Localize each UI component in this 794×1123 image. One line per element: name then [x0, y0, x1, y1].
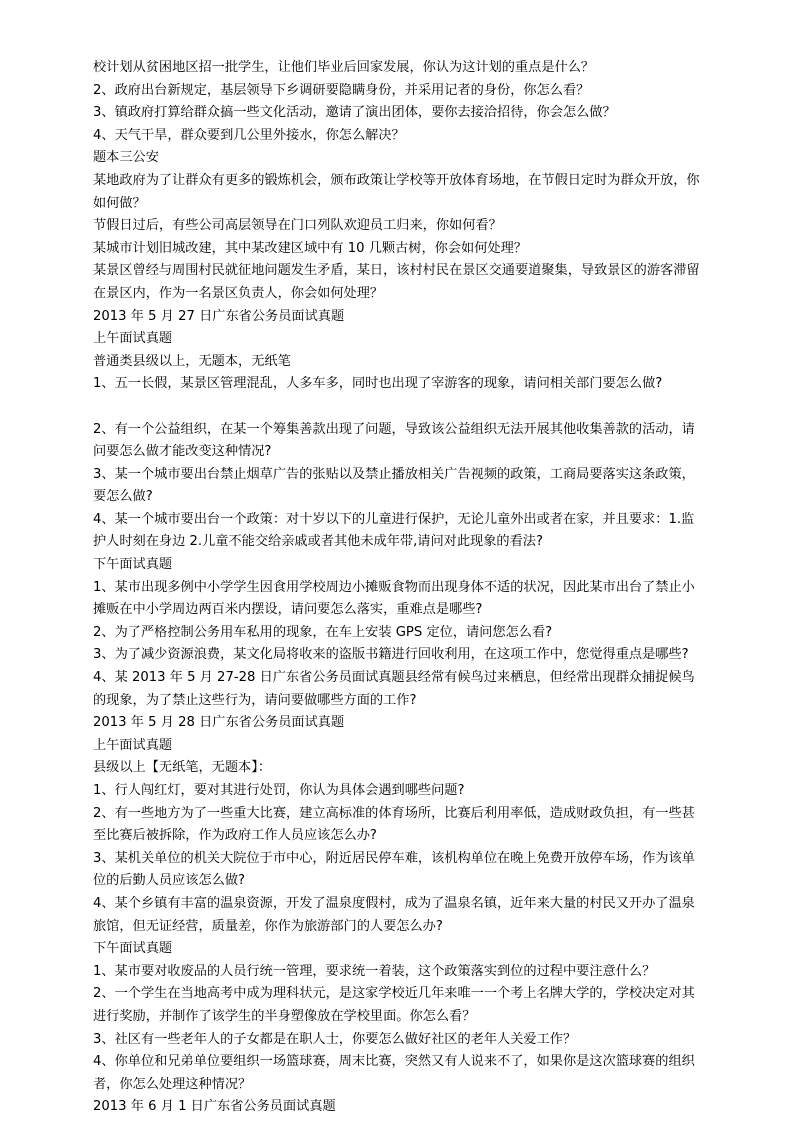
text-line: 某景区曾经与周围村民就征地问题发生矛盾，某日，该村村民在景区交通要道聚集，导致景区的游客滞留在景区内，作为一名景区负责人，你会如何处理？: [93, 263, 700, 301]
date-heading: 2013 年 5 月 27 日广东省公务员面试真题: [93, 308, 345, 324]
question-4: 4、某 2013 年 5 月 27-28 日广东省公务员面试真题县经常有候鸟过来栖息，但经常出现群众捕捉候鸟的现象，为了禁止这些行为，请问要做哪些方面的工作?: [93, 670, 695, 708]
blank-line: [93, 396, 705, 419]
date-heading: 2013 年 5 月 28 日广东省公务员面试真题: [93, 715, 345, 731]
question-4: 4、某个乡镇有丰富的温泉资源，开发了温泉度假村，成为了温泉名镇，近年来大量的村民又开办了温泉旅馆，但无证经营，质量差，你作为旅游部门的人要怎么办?: [93, 895, 695, 934]
question-4: 4、某一个城市要出台一个政策：对十岁以下的儿童进行保护，无论儿童外出或者在家，并且要求：1.监护人时刻在身边 2.儿童不能交给亲戚或者其他未成年带,请问对此现象的看法?: [93, 511, 695, 550]
session-heading: 下午面试真题: [93, 941, 173, 957]
date-heading: 2013 年 6 月 1 日广东省公务员面试真题: [93, 1099, 336, 1115]
question-2: 2、为了严格控制公务用车私用的现象，在车上安装 GPS 定位，请问您怎么看?: [93, 624, 553, 640]
category-heading: 普通类县级以上，无题本，无纸笔: [93, 353, 291, 369]
session-heading: 上午面试真题: [93, 331, 173, 347]
document-body: [93, 57, 705, 1119]
text-line: 校计划从贫困地区招一批学生，让他们毕业后回家发展，你认为这计划的重点是什么？: [93, 60, 595, 75]
question-2: 2、有一些地方为了一些重大比赛，建立高标准的体育场所，比赛后利用率低，造成财政负担，有一些甚至比赛后被拆除，作为政府工作人员应该怎么办?: [93, 805, 695, 844]
category-heading: 县级以上【无纸笔，无题本】：: [93, 760, 272, 776]
question-4: 4、天气干旱，群众要到几公里外接水，你怎么解决？: [93, 127, 405, 143]
question-1: 1、行人闯红灯，要对其进行处罚，你认为具体会遇到哪些问题?: [93, 783, 465, 798]
question-3: 3、某一个城市要出台禁止烟草广告的张贴以及禁止播放相关广告视频的政策，工商局要落实这条政策，要怎么做?: [93, 466, 695, 505]
question-3: 3、镇政府打算给群众搞一些文化活动，邀请了演出团体，要你去接洽招待，你会怎么做？: [93, 105, 616, 121]
text-line: 节假日过后，有些公司高层领导在门口列队欢迎员工归来，你如何看？: [93, 218, 502, 234]
question-2: 2、一个学生在当地高考中成为理科状元，是这家学校近几年来唯一一个考上名牌大学的，学校决定对其进行奖励，并制作了该学生的半身塑像放在学校里面。你怎么看？: [93, 986, 695, 1024]
question-1: 1、某市出现多例中小学学生因食用学校周边小摊贩食物而出现身体不适的状况，因此某市出台了禁止小摊贩在中小学周边两百米内摆设，请问要怎么落实，重难点是哪些?: [93, 579, 695, 618]
question-1: 1、五一长假，某景区管理混乱，人多车多，同时也出现了宰游客的现象，请问相关部门要怎么做?: [93, 376, 663, 392]
question-3: 3、社区有一些老年人的子女都是在职人士，你要怎么做好社区的老年人关爱工作？: [93, 1031, 577, 1047]
question-4: 4、你单位和兄弟单位要组织一场篮球赛，周末比赛，突然又有人说来不了，如果你是这次篮球赛的组织者，你怎么处理这种情况？: [93, 1054, 695, 1092]
question-2: 2、政府出台新规定，基层领导下乡调研要隐瞒身份，并采用记者的身份，你怎么看？: [93, 82, 590, 98]
session-heading: 上午面试真题: [93, 737, 173, 753]
question-1: 1、某市要对收废品的人员行统一管理，要求统一着装，这个政策落实到位的过程中要注意什么？: [93, 963, 656, 979]
question-3: 3、某机关单位的机关大院位于市中心，附近居民停车难，该机构单位在晚上免费开放停车场，作为该单位的后勤人员应该怎么做?: [93, 850, 695, 889]
question-2: 2、有一个公益组织，在某一个筹集善款出现了问题，导致该公益组织无法开展其他收集善款的活动，请问要怎么做才能改变这种情况?: [93, 421, 695, 460]
text-line: 某地政府为了让群众有更多的锻炼机会，颁布政策让学校等开放体育场地，在节假日定时为群众开放，你如何做？: [93, 172, 700, 211]
text-line: 某城市计划旧城改建，其中某改建区域中有 10 几颗古树，你会如何处理？: [93, 240, 527, 256]
session-heading: 下午面试真题: [93, 557, 173, 573]
question-3: 3、为了减少资源浪费，某文化局将收来的盗版书籍进行回收利用，在这项工作中，您觉得重点是哪些?: [93, 647, 689, 663]
section-heading: 题本三公安: [93, 150, 159, 166]
